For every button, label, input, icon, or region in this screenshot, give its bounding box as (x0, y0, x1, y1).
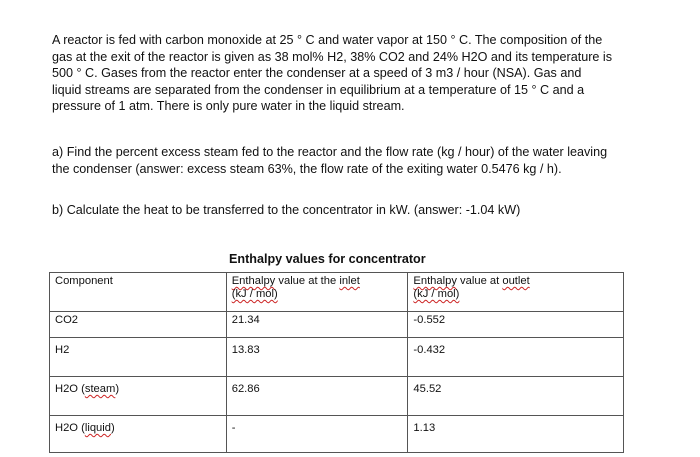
component-phase-word: liquid (84, 422, 111, 434)
header-outlet (408, 273, 624, 312)
cell-component (50, 416, 227, 453)
table-title: Enthalpy values for concentrator (229, 252, 426, 266)
header-outlet-mid: value at (456, 275, 503, 287)
header-component (50, 273, 227, 312)
cell-inlet: 21.34 (226, 312, 408, 338)
cell-outlet: -0.432 (408, 338, 624, 377)
cell-component: H2 (50, 338, 227, 377)
cell-outlet: -0.552 (408, 312, 624, 338)
cell-component (50, 377, 227, 416)
question-b: b) Calculate the heat to be transferred to the concentrator in kW. (answer: -1.04 kW) (52, 203, 521, 217)
table-row (50, 338, 624, 377)
header-component-label: Component (55, 275, 113, 287)
table-row (50, 312, 624, 338)
header-outlet-word: outlet (502, 275, 530, 287)
header-inlet (226, 273, 408, 312)
cell-outlet: 1.13 (408, 416, 624, 453)
header-inlet-word: inlet (339, 275, 360, 287)
table-header-row (50, 273, 624, 312)
component-end: ) (115, 383, 120, 395)
cell-outlet: 45.52 (408, 377, 624, 416)
header-outlet-unit: (kJ / mol) (413, 288, 460, 300)
table-row (50, 377, 624, 416)
enthalpy-table (49, 272, 624, 453)
problem-statement: A reactor is fed with carbon monoxide at 25 ° C and water vapor at 150 ° C. The composition of the gas at the exit of the reactor is given as 38 mol% H2, 38% CO2 and 24% H2O and its temperature is 500 ° C. Gases from the reactor enter the condenser at a speed of 3 m3 / hour (NSA). Gas and liquid streams are separated from the condenser in equilibrium at a temperature of 15 ° C and a pressure of 1 atm. There is only pure water in the liquid stream. (52, 33, 613, 114)
header-inlet-mid: value at the (275, 275, 340, 287)
header-outlet-enthalpy-word: Enthalpy (413, 275, 457, 287)
component-phase-word: steam (84, 383, 116, 395)
header-inlet-unit: (kJ / mol) (231, 288, 278, 300)
cell-component: CO2 (50, 312, 227, 338)
table-row (50, 416, 624, 453)
component-base: H2O ( (55, 383, 85, 395)
cell-inlet: 13.83 (226, 338, 408, 377)
cell-inlet: 62.86 (226, 377, 408, 416)
cell-inlet: - (226, 416, 408, 453)
component-base: H2O ( (55, 422, 85, 434)
component-end: ) (110, 422, 115, 434)
header-inlet-enthalpy-word: Enthalpy (231, 275, 276, 287)
question-a: a) Find the percent excess steam fed to the reactor and the flow rate (kg / hour) of the water leaving the condenser (answer: excess steam 63%, the flow rate of the exiting water 0.5476 kg / h). (52, 145, 608, 176)
